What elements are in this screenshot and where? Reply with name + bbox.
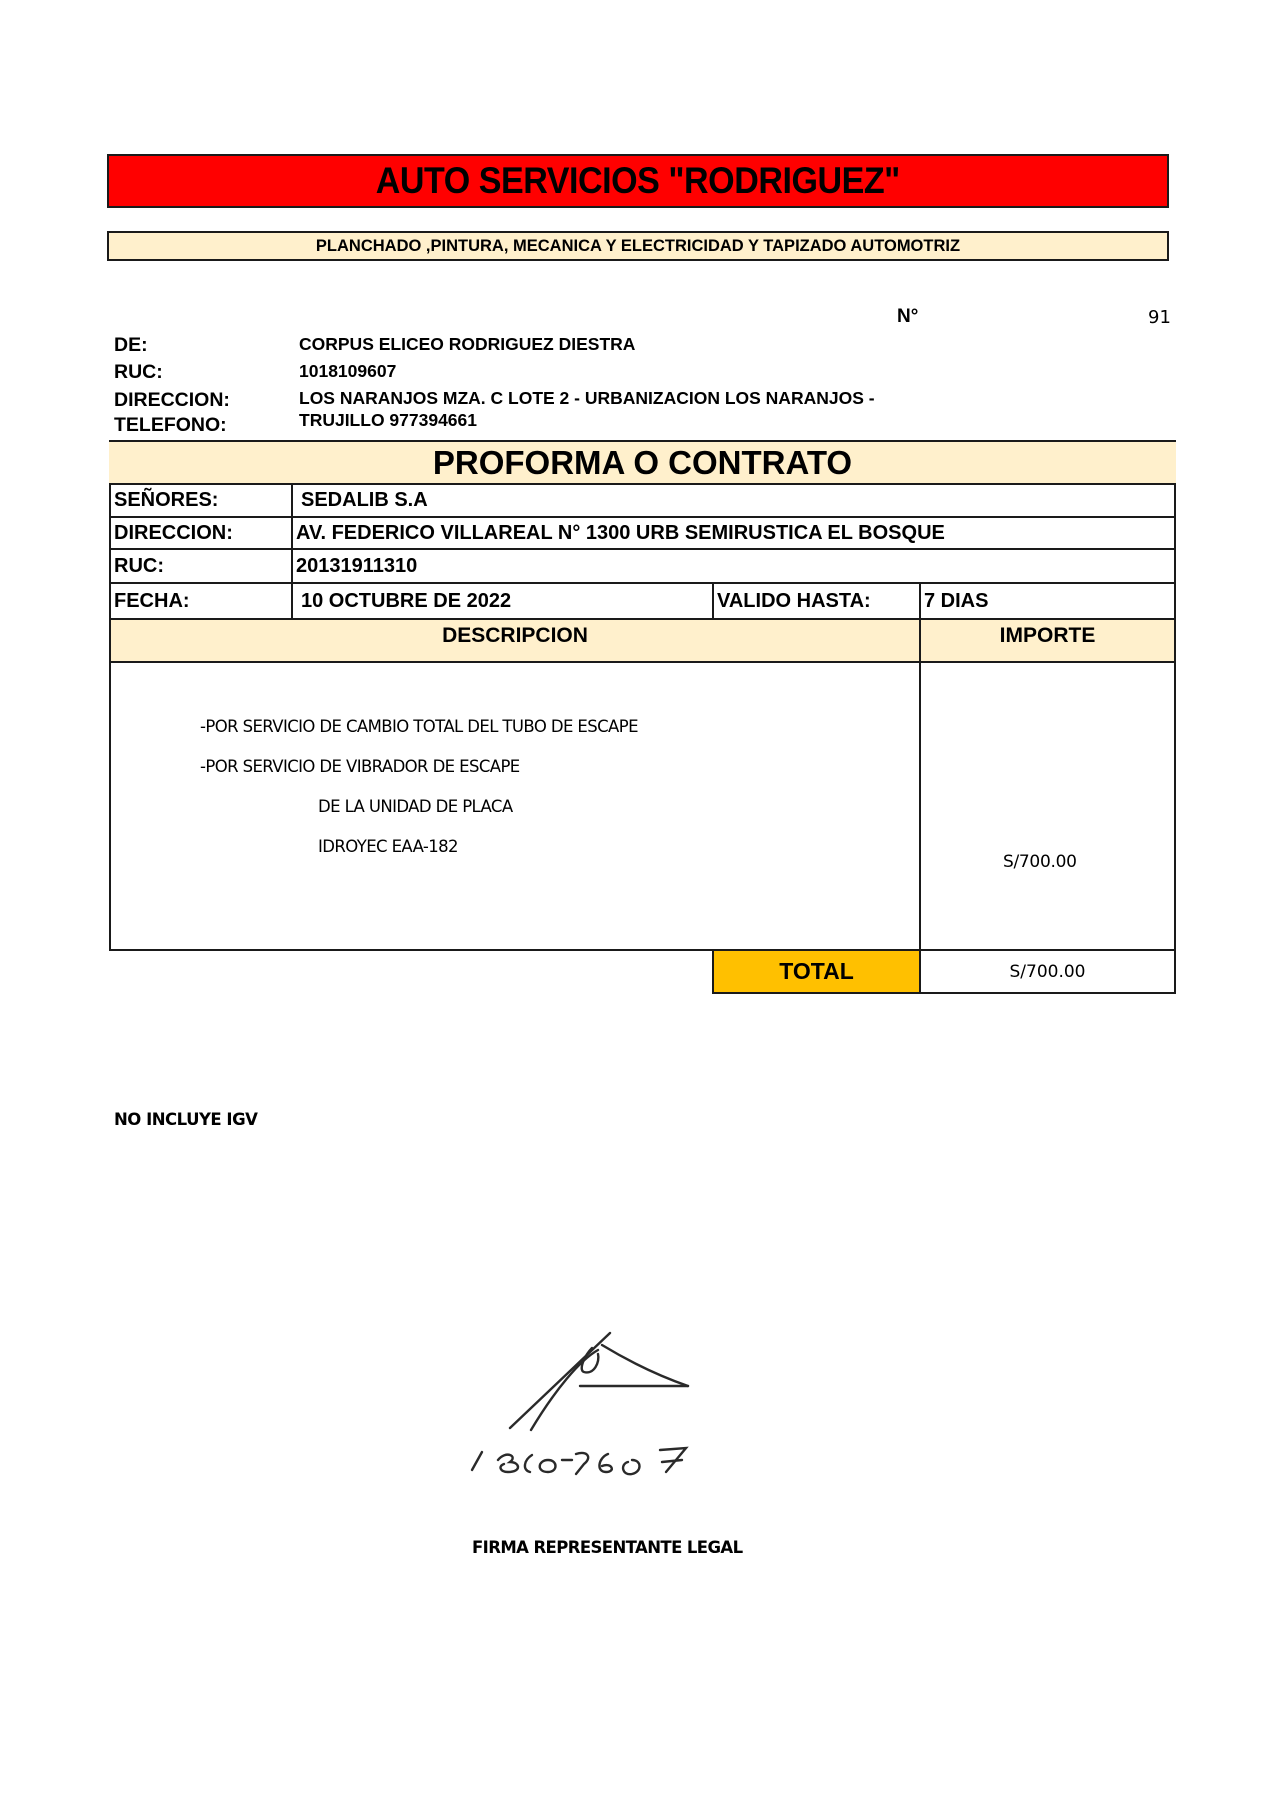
description-cell xyxy=(109,661,921,951)
issuer-telefono-label: TELEFONO: xyxy=(114,414,227,436)
client-valido-value: 7 DIAS xyxy=(919,582,1176,620)
signature-number xyxy=(472,1438,473,1439)
importe-value: S/700.00 xyxy=(1003,852,1077,872)
document-number-label: N° xyxy=(897,306,919,327)
issuer-direccion-label: DIRECCION: xyxy=(114,389,230,411)
column-header-importe: IMPORTE xyxy=(919,618,1176,663)
client-ruc-value: 20131911310 xyxy=(291,548,1176,584)
client-fecha-value: 10 OCTUBRE DE 2022 xyxy=(291,582,714,620)
column-header-descripcion: DESCRIPCION xyxy=(109,618,921,663)
total-value: S/700.00 xyxy=(919,949,1176,994)
issuer-de-label: DE: xyxy=(114,334,148,356)
tax-note: NO INCLUYE IGV xyxy=(114,1110,258,1129)
description-line: -POR SERVICIO DE VIBRADOR DE ESCAPE xyxy=(200,757,520,776)
document-title-band xyxy=(109,442,1176,483)
signature-icon xyxy=(460,1320,760,1500)
client-valido-label: VALIDO HASTA: xyxy=(712,582,921,620)
client-fecha-label: FECHA: xyxy=(109,582,293,620)
importe-cell xyxy=(919,661,1176,951)
client-direccion-value: AV. FEDERICO VILLAREAL N° 1300 URB SEMIRUSTICA EL BOSQUE xyxy=(291,516,1176,550)
issuer-direccion: LOS NARANJOS MZA. C LOTE 2 - URBANIZACION LOS NARANJOS - xyxy=(299,388,875,408)
issuer-ruc-label: RUC: xyxy=(114,361,163,383)
description-line: -POR SERVICIO DE CAMBIO TOTAL DEL TUBO DE ESCAPE xyxy=(200,717,638,736)
signature-caption: FIRMA REPRESENTANTE LEGAL xyxy=(472,1538,743,1557)
issuer-telefono: TRUJILLO 977394661 xyxy=(299,410,478,430)
description-line: IDROYEC EAA-182 xyxy=(318,837,458,856)
services-bar xyxy=(107,231,1169,261)
document-number-value: 91 xyxy=(1148,307,1171,328)
document-title: PROFORMA O CONTRATO xyxy=(432,443,853,481)
client-senores-value: SEDALIB S.A xyxy=(291,483,1176,518)
company-name: AUTO SERVICIOS "RODRIGUEZ" xyxy=(375,160,901,201)
client-senores-label: SEÑORES: xyxy=(109,483,293,518)
client-direccion-label: DIRECCION: xyxy=(109,516,293,550)
services-line: PLANCHADO ,PINTURA, MECANICA Y ELECTRICIDAD Y TAPIZADO AUTOMOTRIZ xyxy=(315,236,961,255)
total-label: TOTAL xyxy=(712,949,921,994)
client-ruc-label: RUC: xyxy=(109,548,293,584)
description-line: DE LA UNIDAD DE PLACA xyxy=(318,797,513,816)
issuer-name: CORPUS ELICEO RODRIGUEZ DIESTRA xyxy=(299,334,636,354)
issuer-ruc: 1018109607 xyxy=(299,361,397,381)
company-title-bar xyxy=(107,154,1169,208)
